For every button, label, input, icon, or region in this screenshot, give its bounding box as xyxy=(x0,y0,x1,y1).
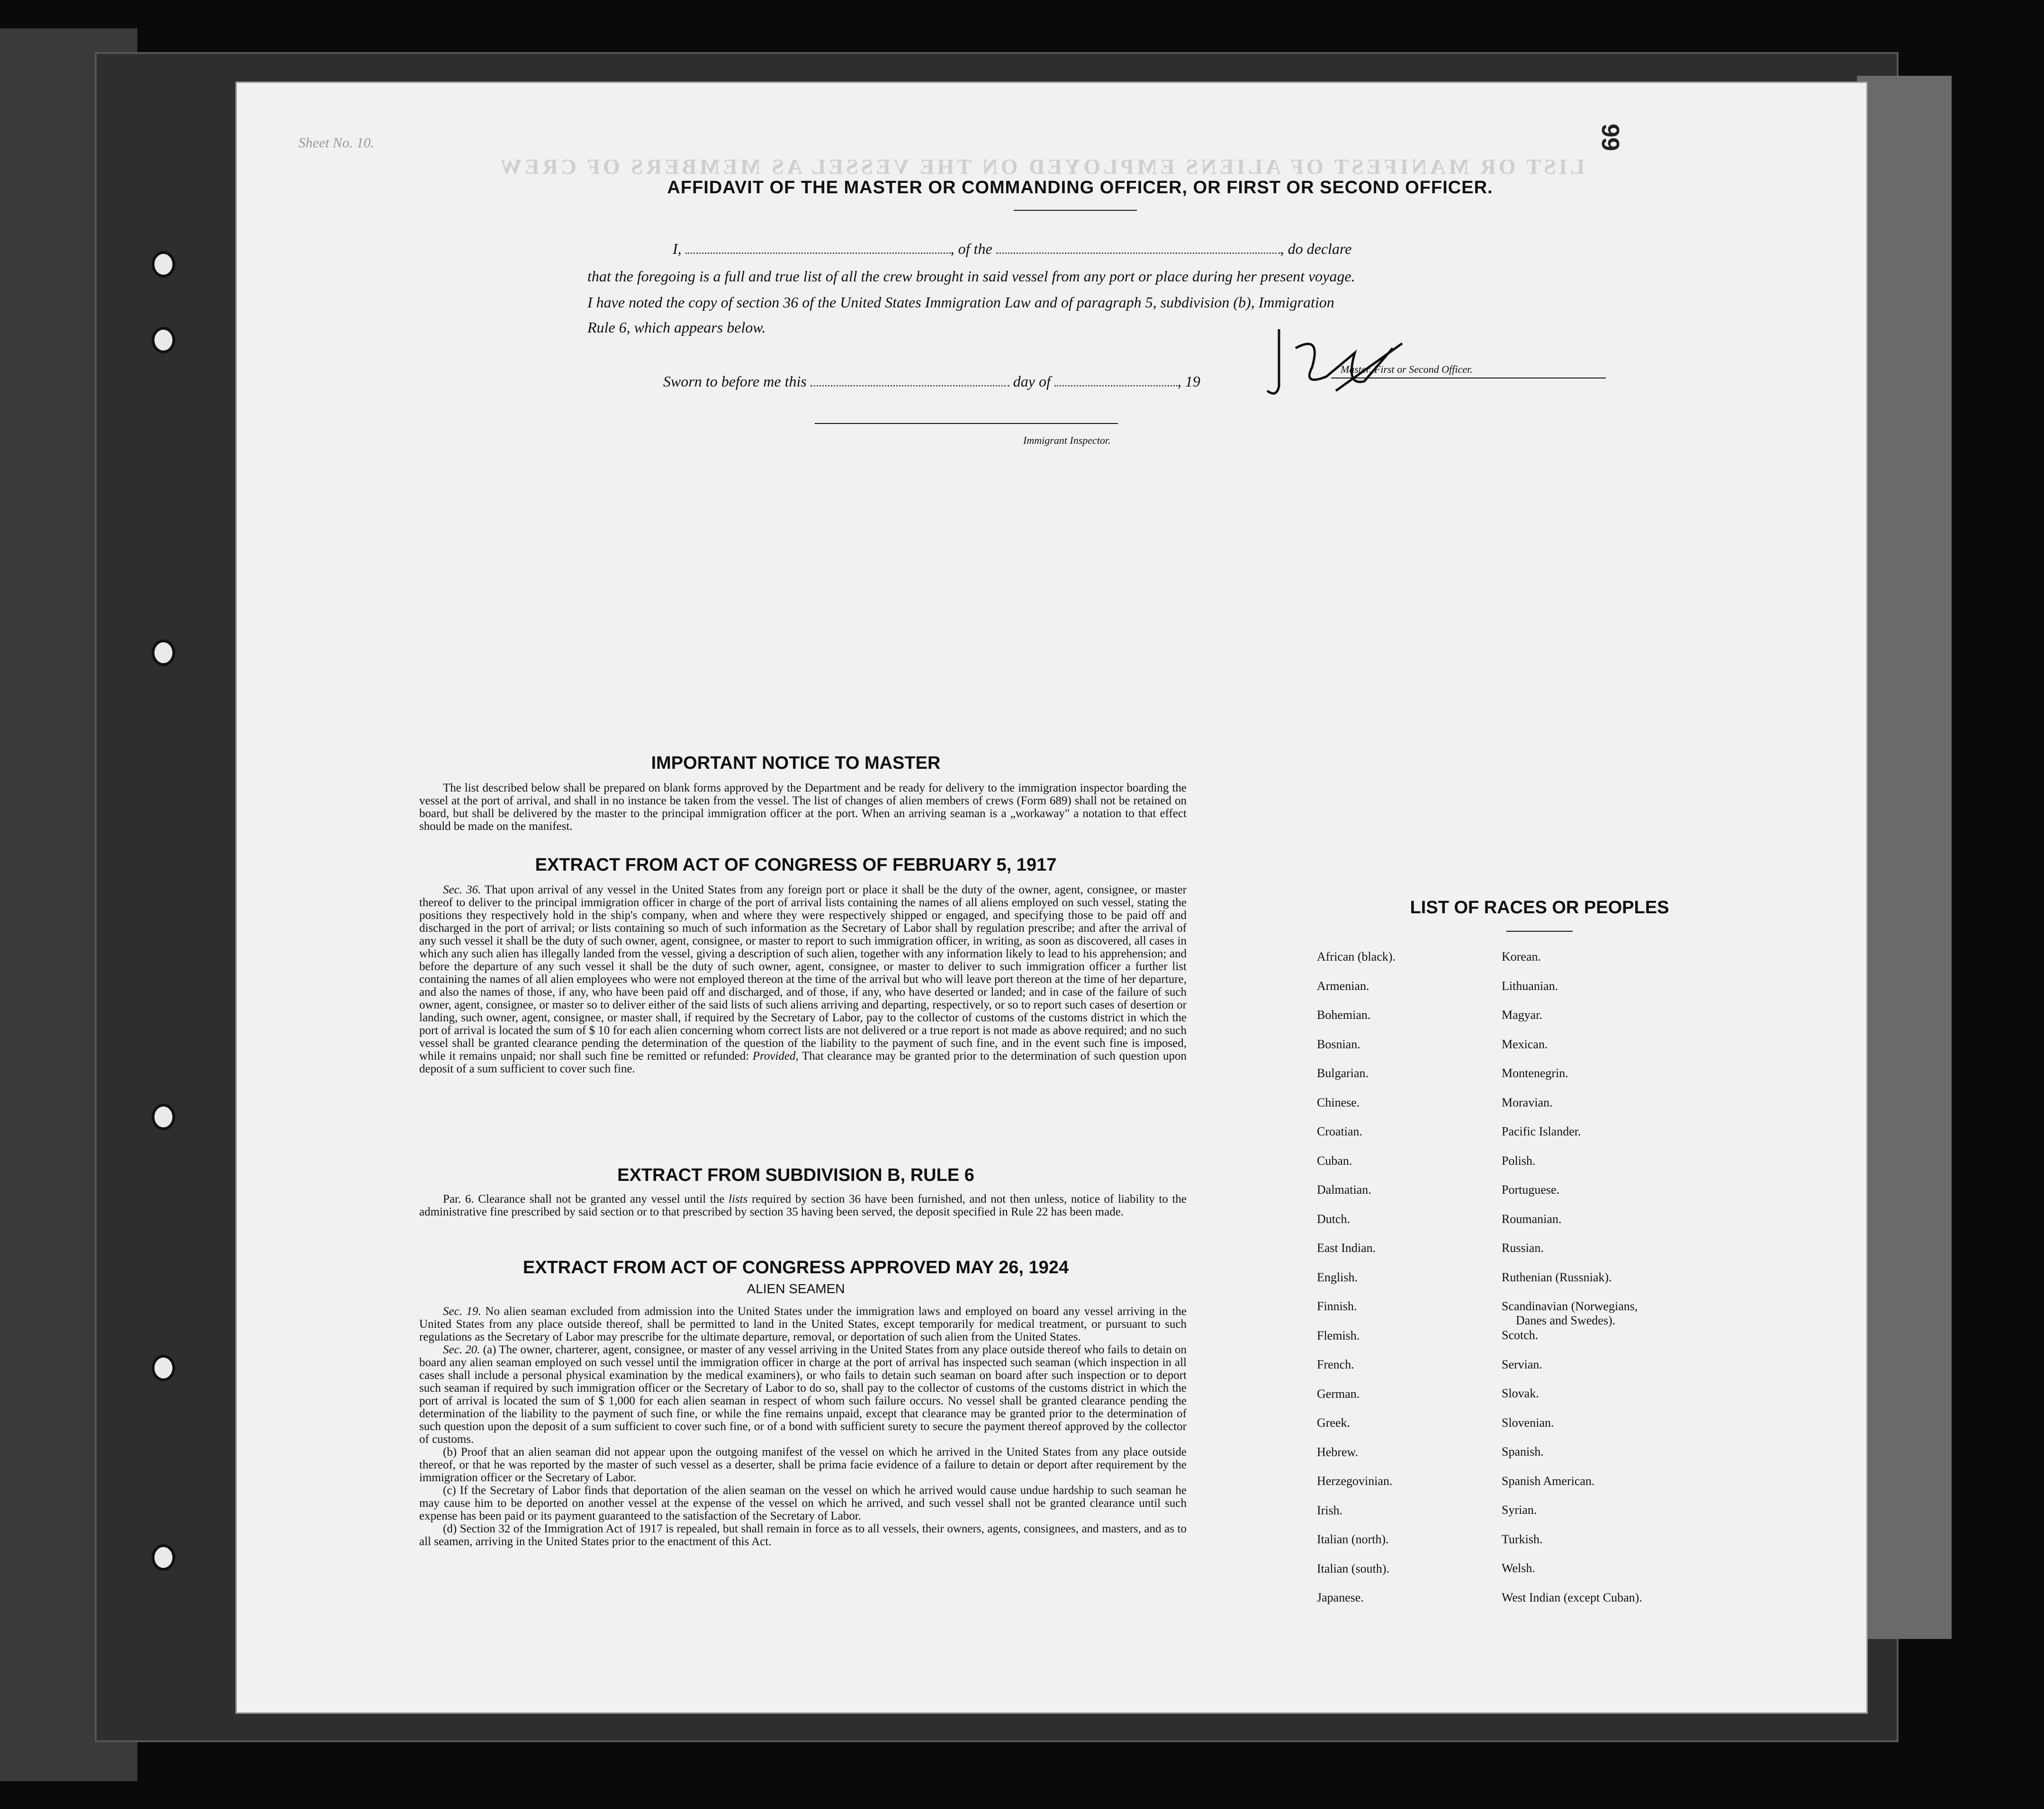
race-item: Dalmatian. xyxy=(1317,1183,1371,1197)
alien-seamen-subtitle: ALIEN SEAMEN xyxy=(747,1281,845,1296)
sec-19-label: Sec. 19. xyxy=(443,1305,481,1318)
race-item: Roumanian. xyxy=(1502,1212,1562,1226)
sec-19-text: No alien seaman excluded from admission into the United States under the immigration laws and employed on board any vessel arriving in the United States from any place outside thereof, shall be permitted to land in the United States, except temporarily for medical treatment, or pursuant to such regulations as the Secretary of Labor may prescribe for the ultimate departure, removal, or deportation of such alien from the United States. xyxy=(419,1305,1187,1343)
sec-20-label: Sec. 20. xyxy=(443,1343,480,1356)
races-left-column xyxy=(1317,950,1396,1620)
race-item: Herzegovinian. xyxy=(1317,1474,1393,1488)
race-item: Dutch. xyxy=(1317,1212,1351,1226)
affidavit-declare: , do declare xyxy=(1280,240,1352,257)
par-6-text-a: Par. 6. Clearance shall not be granted any vessel until the xyxy=(443,1193,725,1206)
sworn-line xyxy=(663,373,1200,390)
par-6-text-b: required by section 36 have been furnished, and not then unless, notice of liability to the administrative fine prescribed by said section or to that prescribed by section 35 having been served, the deposit specified in Rule 22 has been made. xyxy=(419,1193,1187,1218)
affidavit-line-3: I have noted the copy of section 36 of the United States Immigration Law and of paragraph 5, subdivision (b), Immigration xyxy=(587,294,1334,311)
sec-20-d-text: (d) Section 32 of the Immigration Act of 1917 is repealed, but shall remain in force as to all vessels, their owners, agents, consignees, and masters, and as to all seamen, arriving in the United States prior to the enactment of this Act. xyxy=(419,1522,1187,1548)
race-item: German. xyxy=(1317,1386,1360,1401)
race-item: Croatian. xyxy=(1317,1125,1363,1138)
race-item: Chinese. xyxy=(1317,1095,1360,1109)
binder-hole xyxy=(152,1104,175,1130)
lists-word: lists xyxy=(729,1193,748,1206)
affidavit-of-the: , of the xyxy=(950,240,992,257)
race-item: Bosnian. xyxy=(1317,1037,1360,1051)
extract-1924-text xyxy=(419,1305,1187,1548)
race-item: Flemish. xyxy=(1317,1328,1360,1342)
race-item: Lithuanian. xyxy=(1502,979,1558,993)
name-blank xyxy=(685,252,951,254)
extract-1917-title: EXTRACT FROM ACT OF CONGRESS OF FEBRUARY 5, 1917 xyxy=(535,855,1057,875)
races-title-rule xyxy=(1506,931,1573,932)
races-right-column xyxy=(1502,950,1642,1620)
race-item: Ruthenian (Russniak). xyxy=(1502,1270,1612,1284)
race-item: Servian. xyxy=(1502,1357,1542,1371)
affidavit-title: AFFIDAVIT OF THE MASTER OR COMMANDING OFFICER, OR FIRST OR SECOND OFFICER. xyxy=(667,178,1493,198)
race-item: Finnish. xyxy=(1317,1299,1357,1313)
race-item: West Indian (except Cuban). xyxy=(1502,1590,1642,1604)
race-item: Armenian. xyxy=(1317,979,1369,993)
extract-1917-text xyxy=(419,883,1187,1075)
affidavit-line-1 xyxy=(673,240,1351,258)
race-item: Slovak. xyxy=(1502,1386,1539,1400)
race-item: Magyar. xyxy=(1502,1008,1542,1022)
sec-36-text: That upon arrival of any vessel in the United States from any foreign port or place it shall be the duty of the owner, agent, consignee, or master thereof to deliver to the principal immigration officer in charge of the port of arrival lists containing the names of all aliens employed on such vessel, stating the positions they respectively hold in the ship's company, when and where they were respectively shipped or engaged, and specifying those to be paid off and discharged in the port of arrival; or lists containing so much of such information as the Secretary of Labor shall by regulation prescribe; and after the arrival of any such vessel it shall be the duty of such owner, agent, consignee, or master to report to such immigration officer, in writing, as soon as discovered, all cases in which any such alien has illegally landed from the vessel, giving a description of such alien, together with any information likely to lead to his apprehension; and before the departure of any such vessel it shall be the duty of such owner, agent, consignee, or master to deliver to such immigration officer a further list containing the names of all alien employees who were not employed thereon at the time of the arrival but who will leave port thereon at the time of her departure, and also the names of those, if any, who have been paid off and discharged, and of those, if any, who have deserted or landed; and in case of the failure of such owner, agent, consignee, or master so to deliver either of the said lists of such aliens arriving and departing, respectively, or so to report such cases of desertion or landing, such owner, agent, consignee, or master shall, if required by the Secretary of Labor, pay to the collector of customs of the customs district in which the port of arrival is located the sum of $ 10 for each alien concerning whom correct lists are not delivered or a true report is not made as above required; and no such vessel shall be granted clearance pending the determination of the question of the liability to the payment of such fine, and in the event such fine is imposed, while it remains unpaid; nor shall such fine be remitted or refunded: xyxy=(419,883,1187,1062)
race-item: Greek. xyxy=(1317,1416,1351,1430)
affidavit-line-2: that the foregoing is a full and true list of all the crew brought in said vessel from any port or place during her present voyage. xyxy=(587,268,1355,285)
sheet-label: Sheet No. 10. xyxy=(298,135,374,151)
inspector-rule xyxy=(815,423,1118,424)
sworn-blank xyxy=(810,385,1009,387)
race-item: Welsh. xyxy=(1502,1561,1535,1575)
title-rule xyxy=(1014,210,1137,211)
bleed-through-title: LIST OR MANIFEST OF ALIENS EMPLOYED ON THE VESSEL AS MEMBERS OF CREW xyxy=(497,154,1585,179)
sec-20-b-text: (b) Proof that an alien seaman did not appear upon the outgoing manifest of the vessel on which he arrived in the United States from any place outside thereof, or that he was reported by the master of such vessel as a deserter, shall be prima facie evidence of a failure to detain or deport after requirement by the immigration officer or the Secretary of Labor. xyxy=(419,1446,1187,1484)
affidavit-line-4: Rule 6, which appears below. xyxy=(587,319,766,336)
subdivision-b-text xyxy=(419,1193,1187,1218)
underlying-manifest-sheet xyxy=(1857,76,1952,1639)
binder-hole xyxy=(152,1544,175,1571)
race-item: Spanish American. xyxy=(1502,1474,1595,1488)
race-item: Bohemian. xyxy=(1317,1008,1371,1022)
races-title: LIST OF RACES OR PEOPLES xyxy=(1410,898,1669,918)
sec-20-c-text: (c) If the Secretary of Labor finds that deportation of the alien seaman on the vessel on which he arrived would cause undue hardship to such seaman he may cause him to be deported on another vessel at the expense of the vessel on which he arrived, and such vessel shall not be granted clearance until such expense has been paid or its payment guaranteed to the satisfaction of the Secretary of Labor. xyxy=(419,1484,1187,1522)
binder-hole xyxy=(152,1355,175,1381)
race-item: Scotch. xyxy=(1502,1328,1539,1342)
binder-hole xyxy=(152,251,175,278)
race-item: Danes and Swedes). xyxy=(1516,1314,1616,1327)
race-item: Portuguese. xyxy=(1502,1183,1560,1197)
day-blank xyxy=(1054,385,1178,387)
race-item: Spanish. xyxy=(1502,1445,1544,1458)
year-text: , 19 xyxy=(1177,373,1200,390)
race-item: Russian. xyxy=(1502,1241,1544,1255)
race-item: Irish. xyxy=(1317,1503,1343,1517)
vessel-blank xyxy=(996,252,1280,254)
notice-title: IMPORTANT NOTICE TO MASTER xyxy=(651,753,941,773)
race-item: Cuban. xyxy=(1317,1153,1352,1168)
notice-paragraph: The list described below shall be prepared on blank forms approved by the Department and be ready for delivery to the immigration inspector boarding the vessel at the port of arrival, and shall in no instance be taken from the vessel. The list of changes of alien members of crews (Form 689) shall not be retained on board, but shall be delivered by the master to the principal immigration officer at the port. When an arriving seaman is a „workaway" a notation to that effect should be made on the manifest. xyxy=(419,782,1187,833)
master-signature xyxy=(1251,315,1516,410)
race-item: Korean. xyxy=(1502,950,1541,963)
subdivision-b-title: EXTRACT FROM SUBDIVISION B, RULE 6 xyxy=(617,1165,974,1185)
sec-36-label: Sec. 36. xyxy=(443,883,481,896)
race-item: Turkish. xyxy=(1502,1532,1543,1546)
race-item: Japanese. xyxy=(1317,1591,1364,1604)
sheet-number: 99 xyxy=(1596,124,1624,151)
race-item: English. xyxy=(1317,1270,1358,1284)
race-item: Mexican. xyxy=(1502,1037,1548,1051)
race-item: Italian (north). xyxy=(1317,1532,1389,1546)
affidavit-i: I, xyxy=(673,240,682,257)
affidavit-page xyxy=(237,83,1866,1712)
race-item: Italian (south). xyxy=(1317,1561,1390,1575)
provided-word: Provided, xyxy=(752,1050,799,1062)
race-item: East Indian. xyxy=(1317,1241,1376,1255)
race-item: Polish. xyxy=(1502,1153,1536,1168)
race-item: Montenegrin. xyxy=(1502,1066,1568,1080)
master-caption: Master, First or Second Officer. xyxy=(1341,363,1473,375)
inspector-caption: Immigrant Inspector. xyxy=(1023,434,1111,446)
race-item: Moravian. xyxy=(1502,1095,1553,1109)
race-item: African (black). xyxy=(1317,950,1396,963)
race-item: Bulgarian. xyxy=(1317,1066,1369,1080)
extract-1924-title: EXTRACT FROM ACT OF CONGRESS APPROVED MAY 26, 1924 xyxy=(522,1258,1069,1278)
race-item: Hebrew. xyxy=(1317,1445,1359,1459)
day-of-text: day of xyxy=(1013,373,1051,390)
binder-hole xyxy=(152,639,175,666)
race-item: Scandinavian (Norwegians, xyxy=(1502,1299,1638,1313)
sec-36-text-end: That clearance may be granted prior to the determination of such question upon deposit of a sum sufficient to cover such fine. xyxy=(419,1050,1187,1075)
race-item: Pacific Islander. xyxy=(1502,1125,1581,1138)
sworn-text: Sworn to before me this xyxy=(663,373,807,390)
race-item: Slovenian. xyxy=(1502,1415,1554,1430)
binder-hole xyxy=(152,327,175,353)
sec-20-text: (a) The owner, charterer, agent, consignee, or master of any vessel arriving in the United States from any place outside thereof who fails to detain on board any alien seaman employed on such vessel until the immigration officer in charge at the port of arrival has inspected such seaman (which inspection in all cases shall include a personal physical examination by the medical examiners), or who fails to detain such seaman on board after such inspection or to deport such seaman if required by such immigration officer or the Secretary of Labor to do so, shall pay to the collector of customs of the customs district in which the port of arrival is located the sum of $ 1,000 for each alien seaman in respect of whom such failure occurs. No vessel shall be granted clearance pending the determination of the liability to the payment of such fine, or while the fine remains unpaid, except that clearance may be granted prior to the determination of such question upon the deposit of a sum sufficient to cover such fine, or of a bond with sufficient surety to secure the payment thereof approved by the collector of customs. xyxy=(419,1343,1187,1446)
notice-text xyxy=(419,782,1187,833)
race-item: French. xyxy=(1317,1358,1354,1371)
race-item: Syrian. xyxy=(1502,1503,1537,1517)
